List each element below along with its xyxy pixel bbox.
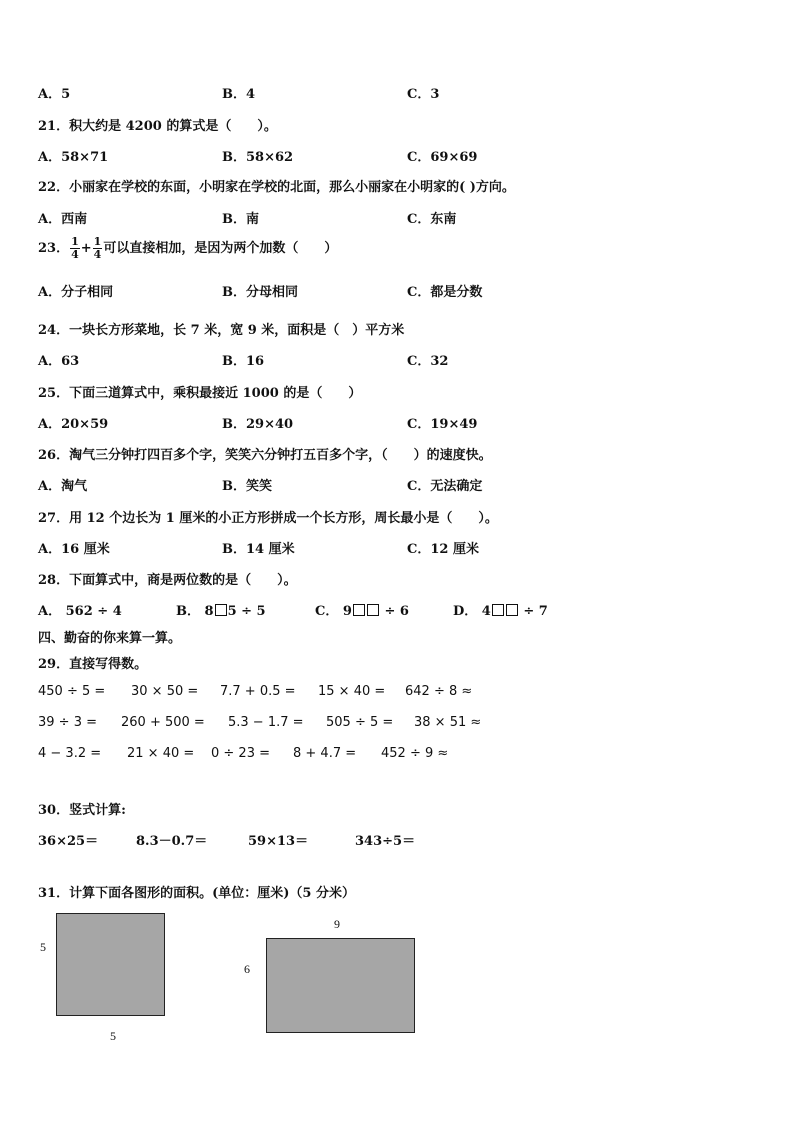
plus-sign: + xyxy=(80,241,92,256)
q24-option-c: C．32 xyxy=(407,354,449,369)
q23-text: 可以直接相加，是因为两个加数（ ） xyxy=(103,241,338,256)
q26-option-a: A．淘气 xyxy=(38,479,88,494)
square-shape xyxy=(56,913,165,1016)
q21-text: 21．积大约是 4200 的算式是（ ）。 xyxy=(38,119,277,134)
q22-option-a: A．西南 xyxy=(38,212,88,227)
calc-cell: 452 ÷ 9 ≈ xyxy=(381,746,449,761)
q23-option-a: A．分子相同 xyxy=(38,285,114,300)
rectangle-shape xyxy=(266,938,415,1033)
q29-text: 29．直接写得数。 xyxy=(38,657,148,672)
vertical-calc-item: 36×25＝ xyxy=(38,834,99,849)
section-heading: 四、勤奋的你来算一算。 xyxy=(38,631,182,646)
q24-option-a: A．63 xyxy=(38,354,80,369)
q28-option-d-prefix: D． 4 xyxy=(453,604,491,619)
q22-option-b: B．南 xyxy=(222,212,259,227)
q21-option-a: A．58×71 xyxy=(38,150,109,165)
q28-option-c-suffix: ÷ 6 xyxy=(379,604,409,619)
q25-option-b: B．29×40 xyxy=(222,417,294,432)
vertical-calc-item: 8.3－0.7＝ xyxy=(136,834,208,849)
blank-box xyxy=(492,604,504,616)
q27-text: 27．用 12 个边长为 1 厘米的小正方形拼成一个长方形，周长最小是（ ）。 xyxy=(38,511,498,526)
calc-cell: 642 ÷ 8 ≈ xyxy=(405,684,473,699)
q25-text: 25．下面三道算式中，乘积最接近 1000 的是（ ） xyxy=(38,386,362,401)
q20-option-c: C．3 xyxy=(407,87,440,102)
calc-cell: 505 ÷ 5 = xyxy=(326,715,394,730)
fraction-numerator: 1 xyxy=(71,235,79,248)
blank-box xyxy=(215,604,227,616)
q28-option-d xyxy=(453,600,548,619)
square-side-label: 5 xyxy=(40,940,46,954)
calc-cell: 38 × 51 ≈ xyxy=(414,715,482,730)
blank-box xyxy=(367,604,379,616)
q22-option-c: C．东南 xyxy=(407,212,457,227)
q28-option-b xyxy=(176,600,266,619)
calc-cell: 5.3 − 1.7 = xyxy=(228,715,304,730)
calc-cell: 8 + 4.7 = xyxy=(293,746,357,761)
q20-option-b: B．4 xyxy=(222,87,256,102)
fraction-denominator: 4 xyxy=(93,248,102,261)
q27-option-a: A．16 厘米 xyxy=(38,542,110,557)
calc-cell: 450 ÷ 5 = xyxy=(38,684,106,699)
q26-option-b: B．笑笑 xyxy=(222,479,272,494)
fraction-one-quarter xyxy=(70,236,80,261)
q21-option-b: B．58×62 xyxy=(222,150,294,165)
q28-option-b-suffix: 5 ÷ 5 xyxy=(227,604,266,619)
fraction-denominator: 4 xyxy=(71,248,79,261)
blank-box xyxy=(353,604,365,616)
q30-text: 30．竖式计算: xyxy=(38,803,126,818)
calc-cell: 30 × 50 = xyxy=(131,684,199,699)
q27-option-c: C．12 厘米 xyxy=(407,542,479,557)
calc-cell: 7.7 + 0.5 = xyxy=(220,684,296,699)
calc-cell: 260 + 500 = xyxy=(121,715,205,730)
q28-option-d-suffix: ÷ 7 xyxy=(518,604,548,619)
q23-number: 23． xyxy=(38,241,70,256)
fraction-one-quarter-2 xyxy=(93,236,103,261)
rectangle-side-label: 6 xyxy=(244,962,250,976)
q28-text: 28．下面算式中，商是两位数的是（ ）。 xyxy=(38,573,297,588)
q26-option-c: C．无法确定 xyxy=(407,479,483,494)
q28-option-c-prefix: C． 9 xyxy=(315,604,352,619)
q23-option-c: C．都是分数 xyxy=(407,285,483,300)
q20-option-a: A．5 xyxy=(38,87,71,102)
square-bottom-label: 5 xyxy=(110,1029,116,1043)
q31-text: 31．计算下面各图形的面积。(单位：厘米)（5 分米） xyxy=(38,886,355,901)
vertical-calc-item: 343÷5＝ xyxy=(355,834,416,849)
fraction-numerator: 1 xyxy=(93,235,102,248)
rectangle-top-label: 9 xyxy=(334,917,340,931)
q21-option-c: C．69×69 xyxy=(407,150,478,165)
q24-option-b: B．16 xyxy=(222,354,265,369)
q27-option-b: B．14 厘米 xyxy=(222,542,295,557)
calc-cell: 0 ÷ 23 = xyxy=(211,746,270,761)
blank-box xyxy=(506,604,518,616)
q28-option-a: A． 562 ÷ 4 xyxy=(38,604,122,619)
q24-text: 24．一块长方形菜地，长 7 米，宽 9 米，面积是（ ）平方米 xyxy=(38,323,405,338)
q25-option-a: A．20×59 xyxy=(38,417,109,432)
q22-text: 22．小丽家在学校的东面，小明家在学校的北面，那么小丽家在小明家的( )方向。 xyxy=(38,180,515,195)
q26-text: 26．淘气三分钟打四百多个字，笑笑六分钟打五百多个字，（ ）的速度快。 xyxy=(38,448,492,463)
q28-option-c xyxy=(315,600,409,619)
q23-text-line xyxy=(38,236,337,261)
calc-cell: 39 ÷ 3 = xyxy=(38,715,97,730)
q28-option-b-prefix: B． 8 xyxy=(176,604,214,619)
calc-cell: 21 × 40 = xyxy=(127,746,195,761)
q25-option-c: C．19×49 xyxy=(407,417,478,432)
q23-option-b: B．分母相同 xyxy=(222,285,298,300)
calc-cell: 4 − 3.2 = xyxy=(38,746,102,761)
calc-cell: 15 × 40 = xyxy=(318,684,386,699)
vertical-calc-item: 59×13＝ xyxy=(248,834,309,849)
